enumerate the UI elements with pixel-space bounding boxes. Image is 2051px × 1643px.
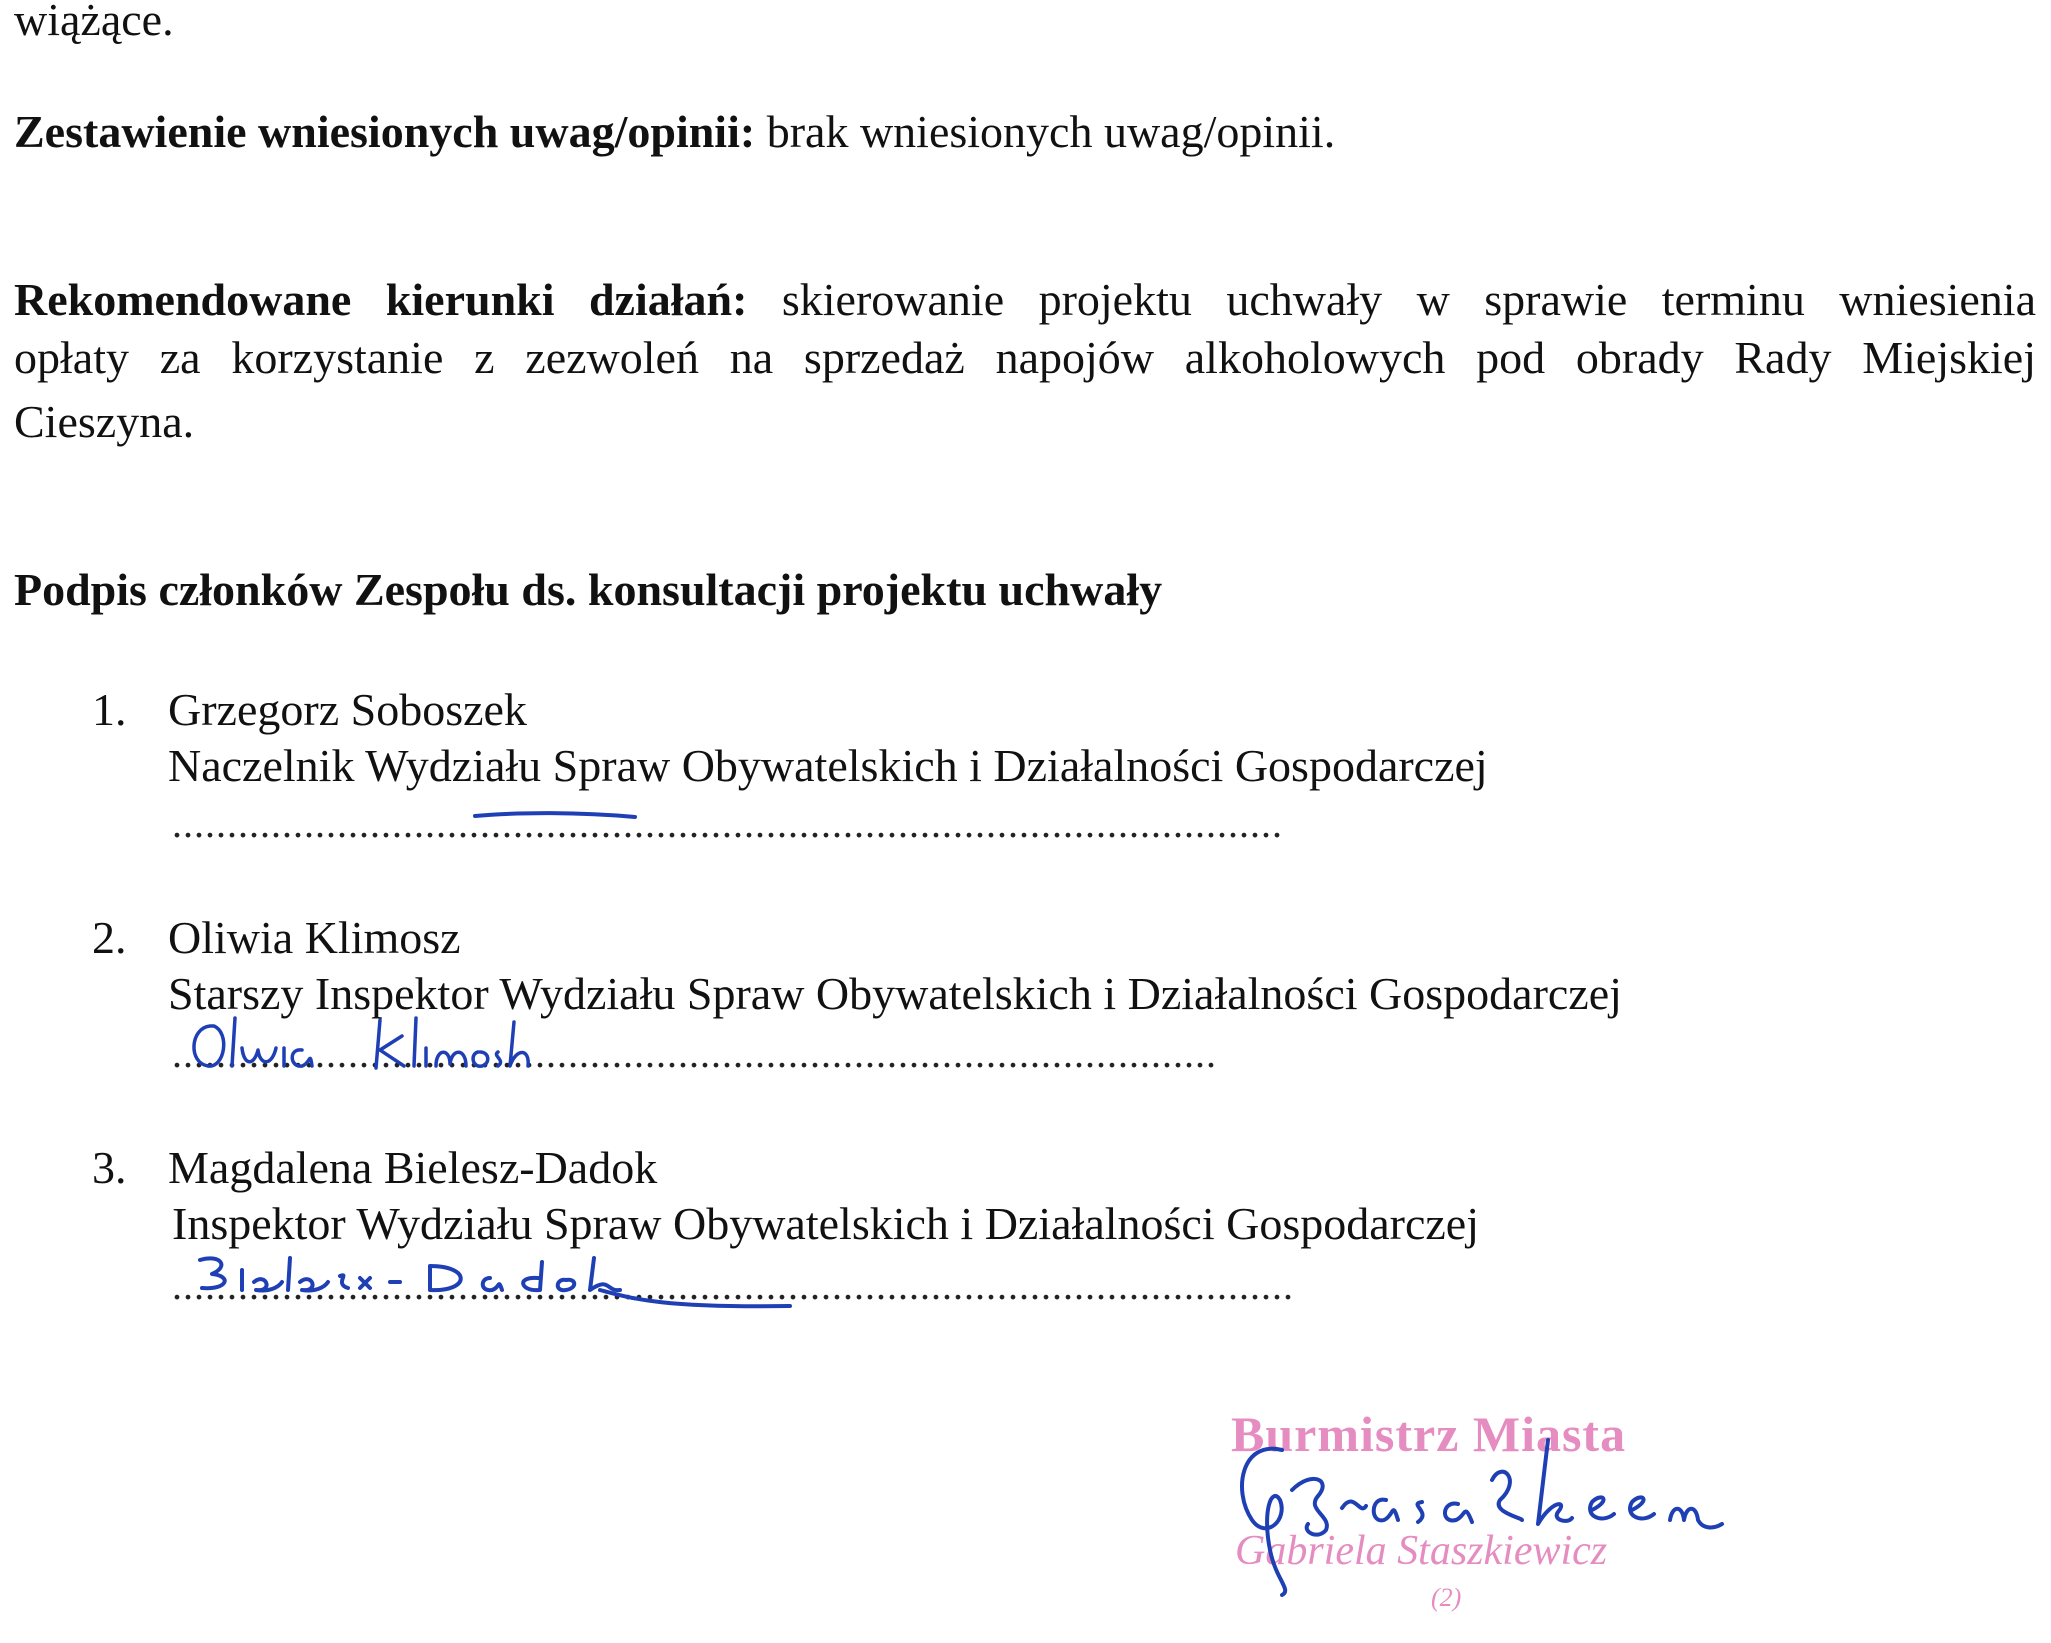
mayor-signature <box>1222 1420 1732 1600</box>
recommend-label: Rekomendowane kierunki działań: <box>14 274 748 325</box>
summary-paragraph <box>14 104 1335 160</box>
recommend-line-2: opłaty za korzystanie z zezwoleń na sprzedaż napojów alkoholowych pod obrady Rady Miejskiej <box>14 332 2036 383</box>
member-3-title: Inspektor Wydziału Spraw Obywatelskich i Działalności Gospodarczej <box>172 1198 1480 1249</box>
member-3-number: 3. <box>92 1142 127 1193</box>
summary-label: Zestawienie wniesionych uwag/opinii: <box>14 106 756 157</box>
stamp-title: Burmistrz Miasta <box>1231 1406 1627 1462</box>
member-2-number: 2. <box>92 912 127 963</box>
member-3-name: Magdalena Bielesz-Dadok <box>168 1142 658 1193</box>
member-1-signature-mark <box>470 800 640 830</box>
member-1-signature-line: ..................................................................................................... <box>172 801 1283 846</box>
member-3-signature-line: ...................................................................................................... <box>172 1263 1294 1308</box>
member-1-title: Naczelnik Wydziału Spraw Obywatelskich i Działalności Gospodarczej <box>168 740 1488 791</box>
stamp-number: (2) <box>1431 1583 1462 1612</box>
member-1-name: Grzegorz Soboszek <box>168 684 527 735</box>
signatures-heading: Podpis członków Zespołu ds. konsultacji projektu uchwały <box>14 564 1163 615</box>
member-3-signature <box>190 1248 830 1318</box>
top-fragment: wiążące. <box>14 0 174 45</box>
recommend-line-1 <box>14 272 2036 328</box>
stamp-name: Gabriela Staszkiewicz <box>1235 1528 1608 1574</box>
member-2-signature-line: ............................................................................................... <box>172 1031 1217 1076</box>
summary-text: brak wniesionych uwag/opinii. <box>766 106 1336 157</box>
member-2-signature <box>180 1008 580 1078</box>
member-2-name: Oliwia Klimosz <box>168 912 461 963</box>
member-1-number: 1. <box>92 684 127 735</box>
recommend-line-1-text: skierowanie projektu uchwały w sprawie terminu wniesienia <box>781 274 2036 325</box>
member-2-title: Starszy Inspektor Wydziału Spraw Obywatelskich i Działalności Gospodarczej <box>168 968 1622 1019</box>
recommend-line-3: Cieszyna. <box>14 396 195 447</box>
